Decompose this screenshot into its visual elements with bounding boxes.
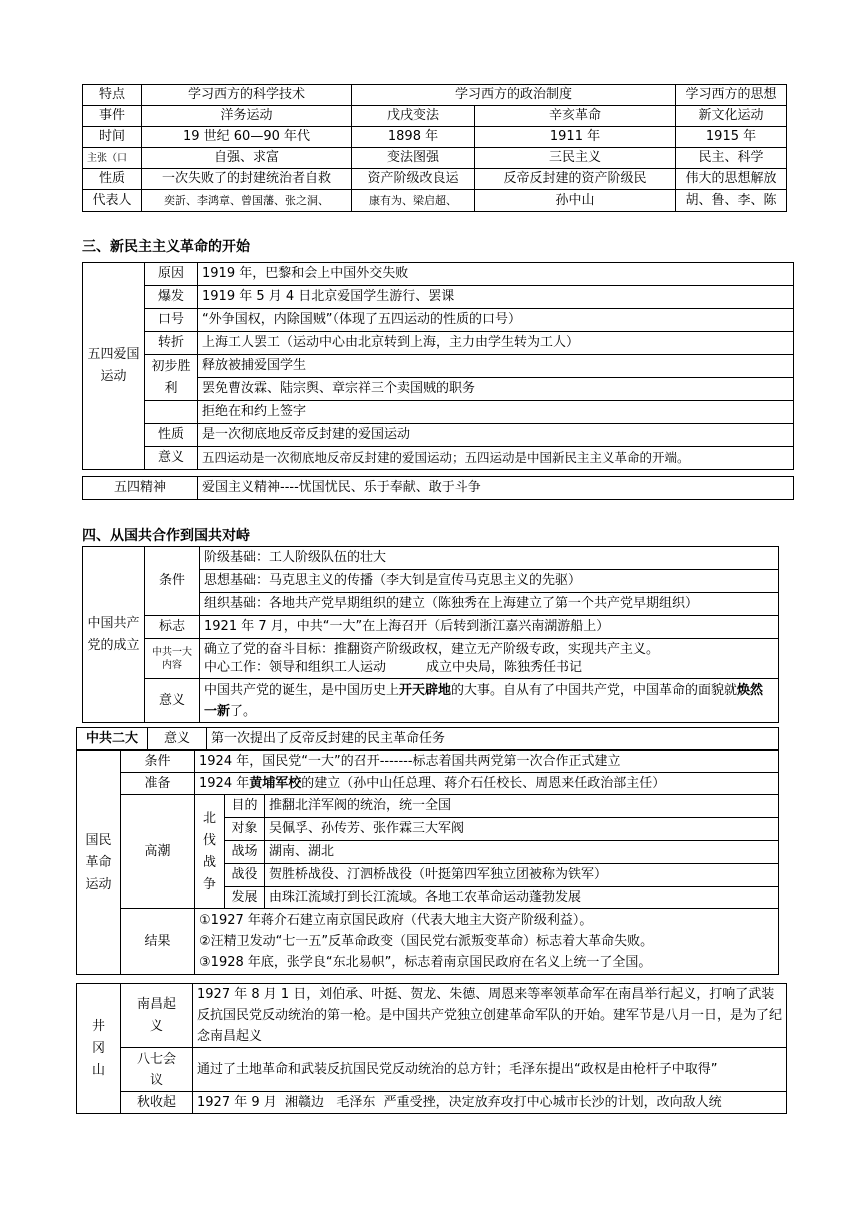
nature-text: 是一次彻底地反帝反封建的爱国运动 [198,424,794,447]
nanchang-text: 1927 年 8 月 1 日，刘伯承、叶挺、贺龙、朱德、周恩来等率领革命军在南昌举行起义，打响了武装反抗国民党反动统治的第一枪。是中国共产党独立创建革命军队的开始。建军节是八月一日，是为了纪念南昌起义 [193,984,787,1048]
exp-field-text: 湖南、湖北 [265,841,779,864]
n-prep-text [195,773,779,795]
victory-text-3: 拒绝在和约上签字 [198,401,794,424]
nanchang-label: 南昌起义 [121,984,193,1048]
cell-nature-4: 伟大的思想解放 [676,169,787,190]
cell-nature-label: 性质 [83,169,142,190]
cell-feature-tech: 学习西方的科学技术 [142,85,352,106]
outbreak-label: 爆发 [145,286,198,309]
cell-feature-label: 特点 [83,85,142,106]
slogan-label: 口号 [145,309,198,332]
outbreak-text: 1919 年 5 月 4 日北京爱国学生游行、罢课 [198,286,794,309]
cell-feature-politics: 学习西方的政治制度 [352,85,676,106]
cell-nature-1: 一次失败了的封建统治者自救 [142,169,352,190]
exp-battle-label: 战役 [225,864,265,887]
cell-event-label: 事件 [83,106,142,127]
bayi-label: 八七会议 [121,1048,193,1092]
victory-blank [145,401,198,424]
cell-time-label: 时间 [83,127,142,148]
cell-time-3: 1911 年 [475,127,676,148]
party-meaning-a: 中国共产党的诞生，是中国历史上 [204,682,400,698]
cell-rep-2: 康有为、梁启超、 [352,190,475,212]
cell-rep-4: 胡、鲁、李、陈 [676,190,787,212]
n-prep-a: 1924 年 [199,775,250,791]
cell-claim-2: 变法图强 [352,148,475,169]
condition-text-2: 思想基础：马克思主义的传播（李大钊是宣传马克思主义的先驱） [200,570,779,593]
exp-goal-text: 推翻北洋军阀的统治，统一全国 [265,795,779,818]
cell-rep-3: 孙中山 [475,190,676,212]
cause-text: 1919 年，巴黎和会上中国外交失败 [198,263,794,286]
cell-event-4: 新文化运动 [676,106,787,127]
exp-target-text: 吴佩孚、孙传芳、张作霖三大军阀 [265,818,779,841]
victory-text-2: 罢免曹汝霖、陆宗舆、章宗祥三个卖国贼的职务 [198,378,794,401]
bayi-text: 通过了土地革命和武装反抗国民党反动统治的总方针；毛泽东提出“政权是由枪杆子中取得” [193,1048,787,1092]
party-meaning-e: 了。 [230,703,257,719]
cell-nature-3: 反帝反封建的资产阶级民 [475,169,676,190]
cell-claim-label: 主张（口 [83,148,142,169]
cell-time-2: 1898 年 [352,127,475,148]
n-prep-label: 准备 [121,773,195,795]
second-congress-table [76,727,779,750]
cell-claim-3: 三民主义 [475,148,676,169]
result-text-1: ①1927 年蒋介石建立南京国民政府（代表大地主大资产阶级利益）。 [199,913,593,928]
expedition-label: 北伐战争 [195,795,225,909]
exp-target-label: 对象 [225,818,265,841]
party-meaning-d: 焕然一新 [204,682,764,719]
condition-label: 条件 [145,547,200,616]
may-fourth-table [82,262,794,470]
first-congress-content [200,639,779,679]
first-congress-line-2 [204,659,774,677]
victory-label: 初步胜利 [145,355,198,401]
sign-label: 标志 [145,616,200,639]
meaning-text: 五四运动是一次彻底地反帝反封建的爱国运动；五四运动是中国新民主主义革命的开端。 [198,447,794,470]
sign-text: 1921 年 7 月，中共“一大”在上海召开（后转到浙江嘉兴南湖游船上） [200,616,779,639]
cell-time-1: 19 世纪 60—90 年代 [142,127,352,148]
party-meaning-label: 意义 [145,679,200,723]
party-group-label: 中国共产党的成立 [83,547,145,723]
n-cond-text: 1924 年，国民党“一大”的召开-------标志着国共两党第一次合作正式建立 [195,751,779,773]
second-congress-label: 中共二大 [77,728,148,750]
comparison-table [82,84,787,212]
national-group-label: 国民革命运动 [77,751,121,975]
cell-time-4: 1915 年 [676,127,787,148]
cell-event-3: 辛亥革命 [475,106,676,127]
spirit-text: 爱国主义精神----忧国忧民、乐于奉献、敢于斗争 [198,477,794,500]
party-founding-table [82,546,779,723]
meaning-label: 意义 [145,447,198,470]
result-label: 结果 [121,909,195,975]
result-content [195,909,779,975]
nature-label: 性质 [145,424,198,447]
turn-label: 转折 [145,332,198,355]
n-prep-c: 的建立（孙中山任总理、蒋介石任校长、周恩来任政治部主任） [301,775,666,791]
n-cond-label: 条件 [121,751,195,773]
cell-event-2: 戊戌变法 [352,106,475,127]
first-congress-text-1: 确立了党的奋斗目标：推翻资产阶级政权，建立无产阶级专政，实现共产主义。 [204,641,660,657]
exp-goal-label: 目的 [225,795,265,818]
exp-dev-text: 由珠江流域打到长江流域。各地工农革命运动蓬勃发展 [265,887,779,909]
cell-rep-1: 奕訢、李鸿章、曾国藩、张之洞、 [142,190,352,212]
exp-dev-label: 发展 [225,887,265,909]
exp-battle-text: 贺胜桥战役、汀泗桥战役（叶挺第四军独立团被称为铁军） [265,864,779,887]
party-meaning-b: 开天辟地 [399,682,452,698]
exp-field-label: 战场 [225,841,265,864]
spirit-label: 五四精神 [83,477,198,500]
cell-rep-label: 代表人 [83,190,142,212]
cell-claim-1: 自强、求富 [142,148,352,169]
cell-nature-2: 资产阶级改良运 [352,169,475,190]
may-fourth-group-label: 五四爱国运动 [83,263,145,470]
second-meaning-label: 意义 [148,728,207,750]
qiushou-label: 秋收起 [121,1092,193,1114]
jinggangshan-table [76,983,787,1114]
victory-text-1: 释放被捕爱国学生 [198,355,794,378]
party-meaning-c: 的大事。自从有了中国共产党，中国革命的面貌就 [451,682,738,698]
result-text-2: ②汪精卫发动“七一五”反革命政变（国民党右派叛变革命）标志着大革命失败。 [199,934,654,949]
second-meaning-text: 第一次提出了反帝反封建的民主革命任务 [207,728,779,750]
national-revolution-table [76,750,779,975]
first-congress-label: 中共一大内容 [145,639,200,679]
cell-event-1: 洋务运动 [142,106,352,127]
jgs-group-label: 井冈山 [77,984,121,1114]
section3-heading: 三、新民主主义革命的开始 [82,239,250,255]
first-congress-text-2b: 成立中央局，陈独秀任书记 [426,659,583,675]
cell-claim-4: 民主、科学 [676,148,787,169]
first-congress-text-2a: 中心工作：领导和组织工人运动 [204,659,387,675]
climax-label: 高潮 [121,795,195,909]
qiushou-text: 1927 年 9 月 湘赣边 毛泽东 严重受挫，决定放弃攻打中心城市长沙的计划，改向敌人统 [193,1092,787,1114]
section4-heading: 四、从国共合作到国共对峙 [82,528,250,544]
condition-text-3: 组织基础：各地共产党早期组织的建立（陈独秀在上海建立了第一个共产党早期组织） [200,593,779,616]
spirit-table [82,476,794,500]
cause-label: 原因 [145,263,198,286]
condition-text-1: 阶级基础：工人阶级队伍的壮大 [200,547,779,570]
n-prep-b: 黄埔军校 [249,775,302,791]
result-text-3: ③1928 年底，张学良“东北易帜”，标志着南京国民政府在名义上统一了全国。 [199,955,652,970]
cell-feature-thought: 学习西方的思想 [676,85,787,106]
slogan-text: “外争国权，内除国贼”（体现了五四运动的性质的口号） [198,309,794,332]
turn-text: 上海工人罢工（运动中心由北京转到上海，主力由学生转为工人） [198,332,794,355]
party-meaning-text [200,679,779,723]
